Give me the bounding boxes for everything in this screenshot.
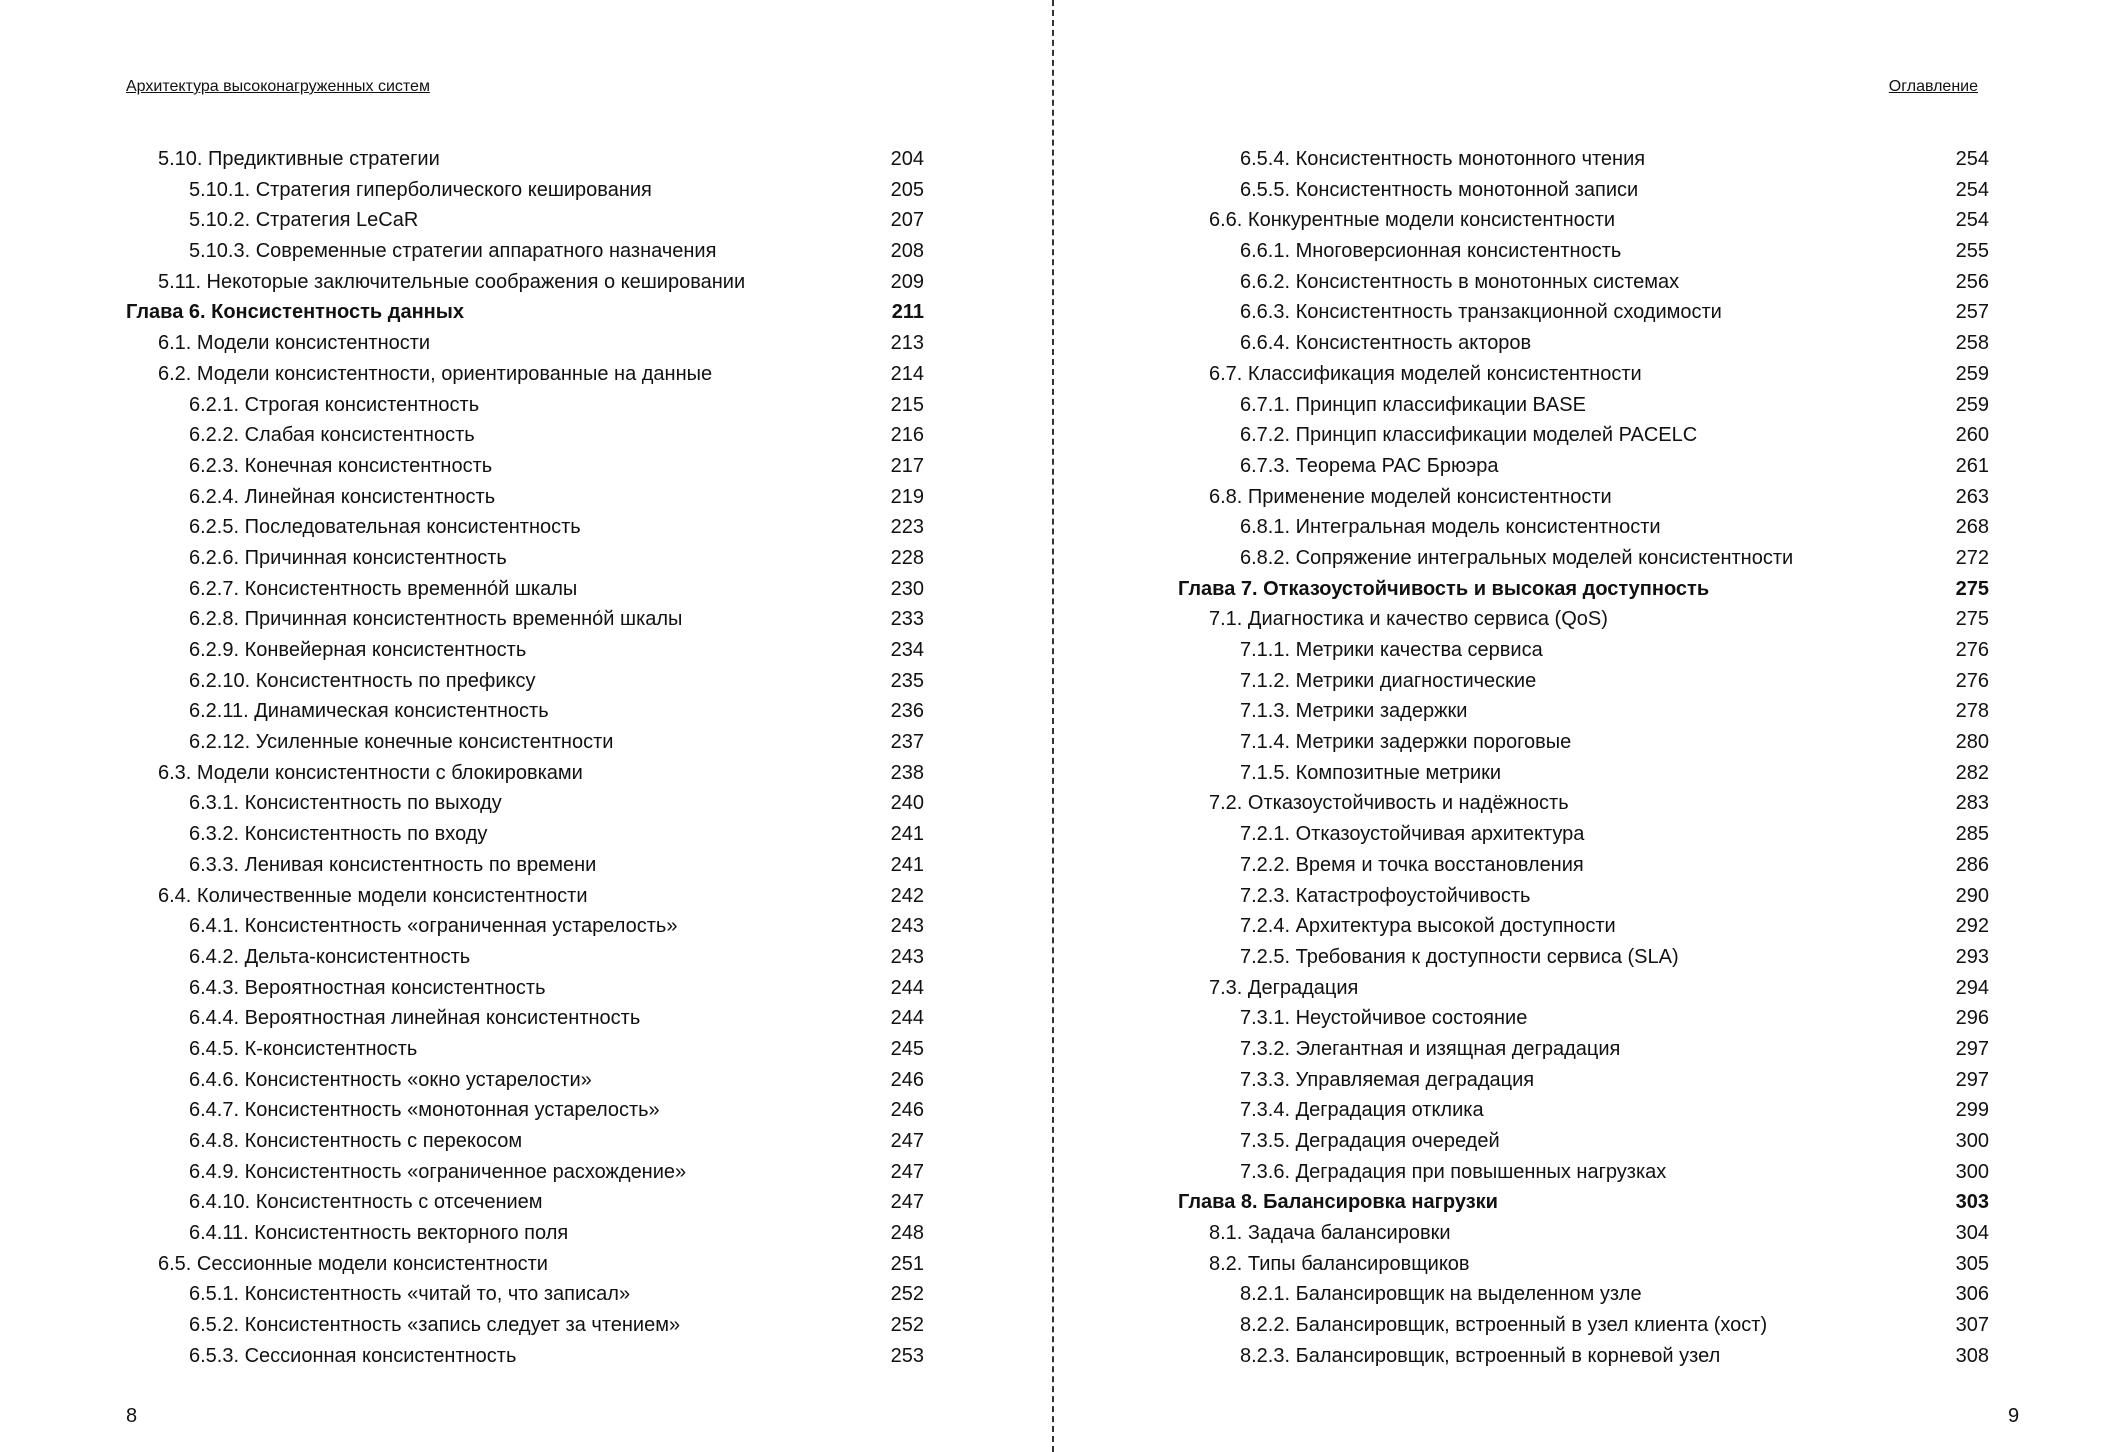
toc-entry-title: 5.10.2. Стратегия LeCaR bbox=[189, 209, 419, 232]
toc-entry-row bbox=[0, 1218, 1052, 1249]
toc-entry-row bbox=[0, 1157, 1052, 1188]
toc-entry-page-number: 292 bbox=[1955, 915, 1989, 938]
toc-entry-title: 7.1.1. Метрики качества сервиса bbox=[1240, 639, 1543, 661]
toc-entry-row bbox=[1052, 1279, 2104, 1310]
toc-entry-page-number: 205 bbox=[890, 178, 924, 201]
toc-entry-title: 6.7.2. Принцип классификации моделей PACELC bbox=[1240, 424, 1698, 447]
toc-entry-page-number: 236 bbox=[890, 700, 924, 723]
toc-entry-title: 6.4.2. Дельта-консистентность bbox=[189, 945, 471, 968]
toc-entry-page-number: 233 bbox=[890, 608, 924, 631]
toc-entry-title: 6.5.5. Консистентность монотонной записи bbox=[1240, 178, 1639, 201]
toc-entry-row bbox=[0, 1187, 1052, 1218]
toc-entry-page-number: 308 bbox=[1955, 1344, 1989, 1367]
toc-entry-title: 8.2.3. Балансировщик, встроенный в корневой узел bbox=[1240, 1344, 1721, 1367]
toc-entry-row bbox=[0, 911, 1052, 942]
toc-entry-title: 6.7.3. Теорема PAC Брюэра bbox=[1240, 454, 1499, 477]
toc-entry-page-number: 276 bbox=[1955, 639, 1989, 661]
toc-entry-row bbox=[1052, 1341, 2104, 1372]
toc-entry-row bbox=[1052, 1034, 2104, 1065]
toc-entry-title: 6.2.3. Конечная консистентность bbox=[189, 454, 493, 477]
toc-entry-row bbox=[1052, 819, 2104, 850]
toc-entry-title: 7.2.4. Архитектура высокой доступности bbox=[1240, 915, 1616, 938]
toc-entry-row bbox=[1052, 512, 2104, 543]
toc-entry-row bbox=[0, 666, 1052, 697]
toc-entry-row bbox=[1052, 451, 2104, 482]
toc-entry-page-number: 258 bbox=[1955, 332, 1989, 355]
toc-entry-row bbox=[0, 175, 1052, 206]
toc-entry-page-number: 300 bbox=[1955, 1160, 1989, 1183]
toc-entry-title: 6.4.11. Консистентность векторного поля bbox=[189, 1222, 569, 1245]
toc-entry-page-number: 209 bbox=[890, 270, 924, 293]
toc-entry-title: 6.3. Модели консистентности с блокировками bbox=[158, 761, 583, 784]
toc-entry-title: 5.11. Некоторые заключительные соображения о кешировании bbox=[158, 270, 746, 293]
toc-entry-title: 5.10.3. Современные стратегии аппаратного назначения bbox=[189, 240, 717, 263]
toc-entry-row bbox=[1052, 727, 2104, 758]
toc-entry-row bbox=[1052, 297, 2104, 328]
toc-entry-title: 6.4.1. Консистентность «ограниченная устарелость» bbox=[189, 915, 678, 938]
toc-entry-title: 6.4.10. Консистентность с отсечением bbox=[189, 1191, 543, 1214]
toc-entry-page-number: 243 bbox=[890, 915, 924, 938]
toc-chapter-row bbox=[1052, 1187, 2104, 1218]
toc-entry-page-number: 244 bbox=[890, 976, 924, 999]
toc-entry-row bbox=[1052, 267, 2104, 298]
toc-entry-title: 6.4.7. Консистентность «монотонная устарелость» bbox=[189, 1099, 660, 1122]
toc-entry-title: 6.4. Количественные модели консистентности bbox=[158, 884, 588, 907]
toc-entry-row bbox=[0, 1310, 1052, 1341]
toc-entry-row bbox=[1052, 1249, 2104, 1280]
toc-entry-title: Глава 8. Балансировка нагрузки bbox=[1178, 1191, 1498, 1214]
toc-entry-title: 7.3. Деградация bbox=[1209, 976, 1359, 999]
toc-entry-page-number: 254 bbox=[1955, 178, 1989, 201]
toc-entry-page-number: 245 bbox=[890, 1037, 924, 1060]
toc-entry-row bbox=[1052, 696, 2104, 727]
toc-entry-page-number: 261 bbox=[1955, 454, 1989, 477]
toc-entry-title: 6.8. Применение моделей консистентности bbox=[1209, 485, 1612, 508]
toc-entry-page-number: 242 bbox=[890, 884, 924, 907]
toc-entry-title: 7.2. Отказоустойчивость и надёжность bbox=[1209, 792, 1569, 815]
toc-entry-row bbox=[1052, 328, 2104, 359]
toc-chapter-row bbox=[0, 297, 1052, 328]
toc-entry-title: 7.3.3. Управляемая деградация bbox=[1240, 1068, 1535, 1091]
toc-entry-page-number: 241 bbox=[890, 823, 924, 846]
toc-entry-title: 5.10.1. Стратегия гиперболического кеширования bbox=[189, 178, 652, 201]
toc-entry-title: 6.4.6. Консистентность «окно устарелости» bbox=[189, 1068, 592, 1091]
toc-entry-title: 7.1.4. Метрики задержки пороговые bbox=[1240, 731, 1572, 754]
toc-entry-page-number: 255 bbox=[1955, 240, 1989, 263]
toc-entry-title: 6.2.6. Причинная консистентность bbox=[189, 546, 507, 569]
toc-entry-page-number: 217 bbox=[890, 454, 924, 477]
toc-entry-row bbox=[1052, 666, 2104, 697]
toc-entry-row bbox=[0, 420, 1052, 451]
toc-entry-row bbox=[0, 850, 1052, 881]
toc-entry-page-number: 252 bbox=[890, 1314, 924, 1337]
toc-entry-page-number: 252 bbox=[890, 1283, 924, 1306]
toc-entry-title: 6.2.1. Строгая консистентность bbox=[189, 393, 480, 416]
toc-entry-page-number: 259 bbox=[1955, 393, 1989, 416]
toc-entry-page-number: 214 bbox=[890, 362, 924, 385]
toc-entry-page-number: 219 bbox=[890, 485, 924, 508]
toc-entry-page-number: 257 bbox=[1955, 301, 1989, 324]
toc-entry-row bbox=[0, 1034, 1052, 1065]
toc-entry-title: 6.2.8. Причинная консистентность временно́й шкалы bbox=[189, 608, 683, 631]
toc-entry-page-number: 248 bbox=[890, 1222, 924, 1245]
toc-entry-title: 7.3.6. Деградация при повышенных нагрузках bbox=[1240, 1160, 1667, 1183]
toc-entry-page-number: 244 bbox=[890, 1007, 924, 1030]
page-number-right: 9 bbox=[2008, 1405, 2020, 1427]
toc-entry-row bbox=[1052, 236, 2104, 267]
toc-entry-title: Глава 6. Консистентность данных bbox=[126, 301, 464, 324]
toc-entry-title: 8.2.1. Балансировщик на выделенном узле bbox=[1240, 1283, 1642, 1306]
toc-entry-row bbox=[0, 1065, 1052, 1096]
toc-entry-page-number: 241 bbox=[890, 853, 924, 876]
toc-entry-row bbox=[0, 973, 1052, 1004]
toc-entry-page-number: 238 bbox=[890, 761, 924, 784]
toc-entry-title: 6.6.1. Многоверсионная консистентность bbox=[1240, 240, 1622, 263]
toc-entry-row bbox=[0, 758, 1052, 789]
toc-entry-page-number: 303 bbox=[1955, 1191, 1989, 1214]
toc-entry-page-number: 213 bbox=[890, 332, 924, 355]
toc-entry-page-number: 305 bbox=[1955, 1252, 1989, 1275]
toc-entry-page-number: 208 bbox=[890, 240, 924, 263]
toc-entry-row bbox=[0, 1126, 1052, 1157]
toc-entry-page-number: 211 bbox=[891, 301, 924, 324]
toc-entry-page-number: 286 bbox=[1955, 853, 1989, 876]
toc-entry-row bbox=[1052, 1310, 2104, 1341]
toc-entry-row bbox=[1052, 1003, 2104, 1034]
toc-entry-page-number: 290 bbox=[1955, 884, 1989, 907]
toc-entry-title: 6.6.4. Консистентность акторов bbox=[1240, 332, 1532, 355]
toc-entry-title: 7.1.3. Метрики задержки bbox=[1240, 700, 1468, 723]
toc-entry-page-number: 246 bbox=[890, 1099, 924, 1122]
toc-entry-page-number: 234 bbox=[890, 639, 924, 661]
toc-entry-title: 8.2.2. Балансировщик, встроенный в узел клиента (хост) bbox=[1240, 1314, 1768, 1337]
toc-entry-title: 6.3.1. Консистентность по выходу bbox=[189, 792, 502, 815]
toc-entry-title: 6.5.3. Сессионная консистентность bbox=[189, 1344, 517, 1367]
toc-entry-row bbox=[0, 1341, 1052, 1372]
toc-entry-page-number: 235 bbox=[890, 669, 924, 692]
toc-entry-row bbox=[1052, 175, 2104, 206]
toc-entry-row bbox=[0, 390, 1052, 421]
toc-entry-row bbox=[0, 574, 1052, 605]
toc-chapter-row bbox=[1052, 574, 2104, 605]
toc-entry-title: 6.4.8. Консистентность с перекосом bbox=[189, 1130, 523, 1152]
toc-entry-page-number: 296 bbox=[1955, 1007, 1989, 1030]
toc-entry-row bbox=[0, 604, 1052, 635]
toc-entry-row bbox=[1052, 850, 2104, 881]
toc-entry-title: 6.4.9. Консистентность «ограниченное расхождение» bbox=[189, 1160, 687, 1183]
toc-entry-row bbox=[1052, 1218, 2104, 1249]
toc-entry-page-number: 263 bbox=[1955, 485, 1989, 508]
toc-entry-row bbox=[0, 359, 1052, 390]
toc-entry-page-number: 297 bbox=[1955, 1037, 1989, 1060]
toc-entry-page-number: 253 bbox=[890, 1344, 924, 1367]
toc-entry-title: 6.4.5. К-консистентность bbox=[189, 1037, 418, 1060]
toc-entry-title: 6.5.2. Консистентность «запись следует за чтением» bbox=[189, 1314, 681, 1337]
toc-entry-title: 7.2.2. Время и точка восстановления bbox=[1240, 853, 1584, 876]
toc-entry-row bbox=[1052, 543, 2104, 574]
toc-entry-title: 6.5. Сессионные модели консистентности bbox=[158, 1252, 548, 1275]
toc-list-right bbox=[1052, 144, 2104, 1372]
toc-entry-page-number: 275 bbox=[1955, 577, 1989, 600]
toc-entry-row bbox=[1052, 1126, 2104, 1157]
toc-entry-page-number: 260 bbox=[1955, 424, 1989, 447]
toc-entry-title: 6.3.3. Ленивая консистентность по времени bbox=[189, 853, 597, 876]
toc-entry-title: 6.2.7. Консистентность временно́й шкалы bbox=[189, 577, 578, 600]
toc-entry-title: 5.10. Предиктивные стратегии bbox=[158, 148, 440, 170]
toc-entry-row bbox=[1052, 359, 2104, 390]
toc-entry-title: 7.2.3. Катастрофоустойчивость bbox=[1240, 884, 1531, 907]
toc-entry-page-number: 275 bbox=[1955, 608, 1989, 631]
toc-entry-row bbox=[0, 482, 1052, 513]
toc-entry-title: 7.1.2. Метрики диагностические bbox=[1240, 669, 1537, 692]
toc-entry-row bbox=[0, 727, 1052, 758]
toc-entry-page-number: 254 bbox=[1955, 209, 1989, 232]
right-page bbox=[1052, 0, 2104, 1452]
toc-entry-title: 7.3.1. Неустойчивое состояние bbox=[1240, 1007, 1528, 1030]
toc-entry-row bbox=[1052, 1157, 2104, 1188]
toc-entry-page-number: 256 bbox=[1955, 270, 1989, 293]
toc-entry-title: 6.6.3. Консистентность транзакционной сходимости bbox=[1240, 301, 1722, 324]
toc-entry-row bbox=[0, 267, 1052, 298]
toc-entry-title: Глава 7. Отказоустойчивость и высокая доступность bbox=[1178, 577, 1710, 600]
toc-entry-row bbox=[0, 1095, 1052, 1126]
toc-entry-page-number: 294 bbox=[1955, 976, 1989, 999]
toc-entry-title: 6.6.2. Консистентность в монотонных системах bbox=[1240, 270, 1680, 293]
toc-entry-page-number: 247 bbox=[890, 1130, 924, 1152]
toc-entry-page-number: 246 bbox=[890, 1068, 924, 1091]
toc-entry-page-number: 278 bbox=[1955, 700, 1989, 723]
toc-entry-row bbox=[1052, 604, 2104, 635]
toc-entry-title: 6.2.10. Консистентность по префиксу bbox=[189, 669, 536, 692]
toc-entry-row bbox=[0, 205, 1052, 236]
toc-entry-page-number: 240 bbox=[890, 792, 924, 815]
toc-entry-row bbox=[1052, 482, 2104, 513]
toc-entry-page-number: 247 bbox=[890, 1160, 924, 1183]
toc-entry-row bbox=[1052, 973, 2104, 1004]
toc-entry-page-number: 216 bbox=[890, 424, 924, 447]
toc-entry-row bbox=[0, 942, 1052, 973]
toc-entry-title: 6.3.2. Консистентность по входу bbox=[189, 823, 488, 846]
toc-entry-row bbox=[0, 543, 1052, 574]
toc-entry-page-number: 207 bbox=[890, 209, 924, 232]
toc-entry-page-number: 268 bbox=[1955, 516, 1989, 539]
toc-entry-title: 7.2.5. Требования к доступности сервиса (SLA) bbox=[1240, 945, 1679, 968]
toc-entry-row bbox=[0, 788, 1052, 819]
toc-entry-title: 6.2. Модели консистентности, ориентированные на данные bbox=[158, 362, 713, 385]
toc-entry-page-number: 204 bbox=[890, 148, 924, 170]
toc-entry-row bbox=[1052, 144, 2104, 175]
toc-entry-page-number: 259 bbox=[1955, 362, 1989, 385]
toc-entry-title: 6.2.9. Конвейерная консистентность bbox=[189, 639, 527, 661]
toc-entry-page-number: 306 bbox=[1955, 1283, 1989, 1306]
toc-entry-page-number: 297 bbox=[1955, 1068, 1989, 1091]
toc-entry-title: 6.2.5. Последовательная консистентность bbox=[189, 516, 581, 539]
toc-list-left bbox=[0, 144, 1052, 1372]
toc-entry-row bbox=[1052, 1065, 2104, 1096]
toc-entry-page-number: 276 bbox=[1955, 669, 1989, 692]
toc-entry-row bbox=[1052, 1095, 2104, 1126]
toc-entry-row bbox=[0, 635, 1052, 666]
toc-entry-title: 7.1.5. Композитные метрики bbox=[1240, 761, 1502, 784]
toc-entry-title: 7.3.4. Деградация отклика bbox=[1240, 1099, 1484, 1122]
toc-entry-title: 6.7. Классификация моделей консистентности bbox=[1209, 362, 1642, 385]
toc-entry-title: 7.3.2. Элегантная и изящная деградация bbox=[1240, 1037, 1621, 1060]
toc-entry-title: 6.2.11. Динамическая консистентность bbox=[189, 700, 549, 723]
toc-entry-row bbox=[0, 696, 1052, 727]
toc-entry-page-number: 285 bbox=[1955, 823, 1989, 846]
toc-entry-page-number: 280 bbox=[1955, 731, 1989, 754]
toc-entry-title: 6.2.2. Слабая консистентность bbox=[189, 424, 475, 447]
page-number-left: 8 bbox=[126, 1405, 138, 1427]
toc-entry-page-number: 272 bbox=[1955, 546, 1989, 569]
toc-entry-title: 7.1. Диагностика и качество сервиса (QoS) bbox=[1209, 608, 1608, 631]
toc-entry-row bbox=[0, 1249, 1052, 1280]
toc-entry-row bbox=[1052, 205, 2104, 236]
toc-entry-row bbox=[1052, 635, 2104, 666]
toc-entry-row bbox=[0, 1003, 1052, 1034]
toc-entry-page-number: 237 bbox=[890, 731, 924, 754]
toc-entry-page-number: 299 bbox=[1955, 1099, 1989, 1122]
toc-entry-row bbox=[0, 236, 1052, 267]
toc-entry-row bbox=[1052, 758, 2104, 789]
toc-entry-page-number: 254 bbox=[1955, 148, 1989, 170]
toc-entry-page-number: 251 bbox=[890, 1252, 924, 1275]
toc-entry-page-number: 304 bbox=[1955, 1222, 1989, 1245]
toc-entry-row bbox=[1052, 942, 2104, 973]
toc-entry-title: 6.1. Модели консистентности bbox=[158, 332, 431, 355]
toc-entry-row bbox=[1052, 911, 2104, 942]
toc-entry-row bbox=[0, 512, 1052, 543]
toc-entry-page-number: 300 bbox=[1955, 1130, 1989, 1152]
toc-entry-page-number: 307 bbox=[1955, 1314, 1989, 1337]
toc-entry-title: 6.4.3. Вероятностная консистентность bbox=[189, 976, 546, 999]
toc-entry-row bbox=[0, 451, 1052, 482]
toc-entry-page-number: 215 bbox=[890, 393, 924, 416]
toc-entry-title: 7.3.5. Деградация очередей bbox=[1240, 1130, 1500, 1152]
toc-entry-page-number: 228 bbox=[890, 546, 924, 569]
toc-entry-title: 6.6. Конкурентные модели консистентности bbox=[1209, 209, 1616, 232]
toc-entry-title: 6.7.1. Принцип классификации BASE bbox=[1240, 393, 1586, 416]
running-header-book-title: Архитектура высоконагруженных систем bbox=[126, 78, 430, 95]
toc-entry-title: 6.2.12. Усиленные конечные консистентности bbox=[189, 731, 614, 754]
toc-entry-row bbox=[0, 144, 1052, 175]
toc-entry-page-number: 283 bbox=[1955, 792, 1989, 815]
toc-entry-title: 6.2.4. Линейная консистентность bbox=[189, 485, 496, 508]
toc-entry-page-number: 282 bbox=[1955, 761, 1989, 784]
toc-entry-row bbox=[1052, 788, 2104, 819]
toc-entry-page-number: 230 bbox=[890, 577, 924, 600]
toc-entry-page-number: 223 bbox=[890, 516, 924, 539]
running-header-section-title: Оглавление bbox=[1888, 78, 1978, 95]
toc-entry-title: 7.2.1. Отказоустойчивая архитектура bbox=[1240, 823, 1585, 846]
toc-entry-page-number: 293 bbox=[1955, 945, 1989, 968]
toc-entry-title: 6.5.4. Консистентность монотонного чтения bbox=[1240, 148, 1646, 170]
toc-entry-page-number: 243 bbox=[890, 945, 924, 968]
toc-entry-row bbox=[0, 881, 1052, 912]
toc-entry-title: 6.8.1. Интегральная модель консистентности bbox=[1240, 516, 1661, 539]
toc-entry-row bbox=[1052, 420, 2104, 451]
toc-entry-page-number: 247 bbox=[890, 1191, 924, 1214]
toc-entry-title: 6.4.4. Вероятностная линейная консистентность bbox=[189, 1007, 641, 1030]
toc-entry-row bbox=[0, 819, 1052, 850]
toc-entry-row bbox=[0, 1279, 1052, 1310]
toc-entry-row bbox=[1052, 881, 2104, 912]
toc-entry-title: 6.8.2. Сопряжение интегральных моделей консистентности bbox=[1240, 546, 1794, 569]
toc-entry-row bbox=[0, 328, 1052, 359]
toc-entry-row bbox=[1052, 390, 2104, 421]
toc-entry-title: 6.5.1. Консистентность «читай то, что записал» bbox=[189, 1283, 631, 1306]
toc-entry-title: 8.2. Типы балансировщиков bbox=[1209, 1252, 1470, 1275]
toc-entry-title: 8.1. Задача балансировки bbox=[1209, 1222, 1451, 1245]
